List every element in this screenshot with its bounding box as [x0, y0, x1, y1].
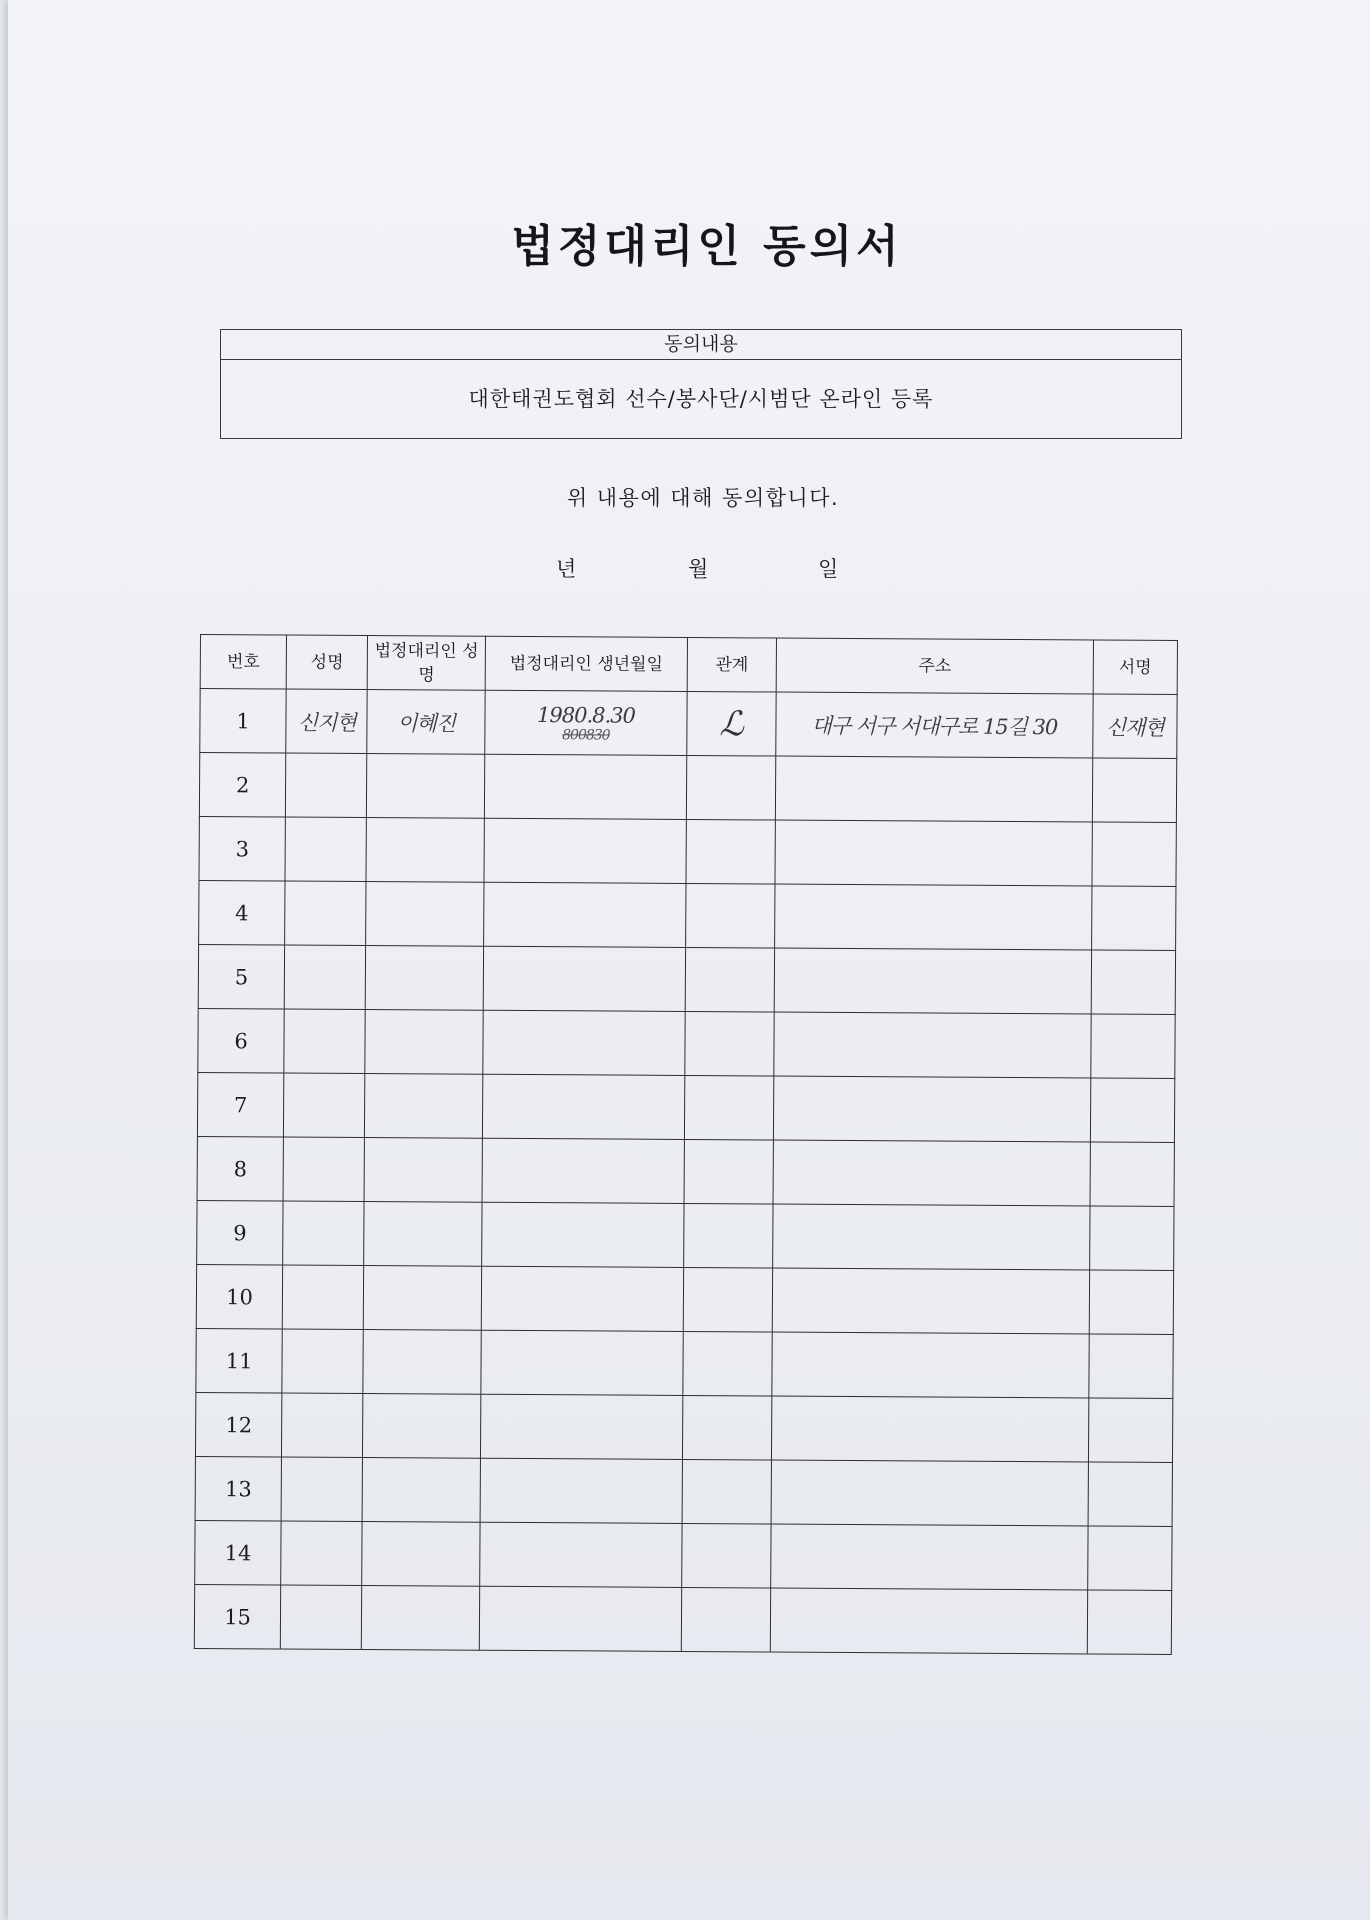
guardian-birth-cell: [482, 1074, 684, 1139]
guardian-name-cell: [366, 946, 484, 1011]
header-number: 번호: [200, 635, 287, 690]
guardian-birth-cell: [479, 1586, 681, 1651]
relation-cell: [681, 1587, 771, 1652]
guardian-name-cell: [363, 1394, 481, 1459]
row-number: 2: [199, 753, 286, 818]
table-row: [195, 1456, 1172, 1526]
table-row: [199, 880, 1176, 950]
table-row: [196, 1328, 1173, 1398]
guardian-name-cell: [366, 882, 484, 947]
name-cell: 신지현: [286, 689, 368, 753]
guardian-birth-cell: [482, 1202, 684, 1267]
date-month-label: 월: [688, 557, 709, 581]
relation-cell: [682, 1523, 772, 1588]
guardian-birth-text: 1980.8.30: [537, 702, 636, 728]
guardian-name-cell: 이혜진: [367, 690, 485, 755]
name-cell: [283, 1201, 365, 1265]
guardian-name-cell: [366, 818, 484, 883]
relation-cell: [685, 947, 775, 1012]
guardian-name-cell: [364, 1138, 482, 1203]
address-cell: [771, 1460, 1088, 1526]
guardian-name-cell: [367, 754, 485, 819]
row-number: 14: [195, 1520, 282, 1585]
table-row: [194, 1584, 1171, 1654]
relation-handwritten-mark: ℒ: [719, 703, 744, 744]
address-cell: 대구 서구 서대구로 15길 30: [776, 692, 1093, 758]
signature-cell: [1088, 1462, 1173, 1527]
relation-cell: [682, 1459, 772, 1524]
name-cell: [284, 1009, 366, 1073]
name-cell: [282, 1265, 364, 1329]
signature-cell: [1090, 1142, 1175, 1207]
header-relation: 관계: [687, 637, 777, 692]
signature-cell: [1088, 1398, 1173, 1463]
row-number: 3: [199, 816, 286, 881]
signature-cell: [1089, 1270, 1174, 1335]
signature-cell: [1092, 822, 1177, 887]
date-year-label: 년: [556, 557, 577, 581]
relation-cell: [683, 1331, 773, 1396]
guardian-birth-cell: [481, 1394, 683, 1459]
row-number: 15: [194, 1584, 281, 1649]
name-cell: [284, 1073, 366, 1137]
signature-cell: [1089, 1206, 1174, 1271]
table-row: [198, 944, 1175, 1014]
table-row: [198, 1008, 1175, 1078]
signature-cell: [1087, 1590, 1172, 1655]
relation-cell: [685, 1011, 775, 1076]
row-number: 13: [195, 1456, 282, 1521]
paper-page: [8, 0, 1370, 1920]
name-cell: [283, 1137, 365, 1201]
struck-birth-text: 800830: [562, 726, 610, 744]
address-cell: [773, 1140, 1090, 1206]
table-header-row: [200, 635, 1177, 695]
guardian-table: [194, 634, 1178, 1655]
name-cell: [282, 1329, 364, 1393]
signature-cell: [1091, 886, 1176, 951]
name-cell: [281, 1457, 363, 1521]
guardian-birth-cell: [484, 754, 686, 819]
table-row: [197, 1200, 1174, 1270]
guardian-birth-cell: [484, 818, 686, 883]
address-cell: [775, 820, 1092, 886]
relation-cell: [683, 1267, 773, 1332]
signature-cell: [1092, 758, 1177, 823]
relation-cell: [682, 1395, 772, 1460]
date-day-label: 일: [818, 557, 839, 581]
row-number: 12: [195, 1392, 282, 1457]
signature-cell: 신재현: [1093, 694, 1178, 759]
row-number: 11: [196, 1328, 283, 1393]
guardian-birth-cell: [483, 946, 685, 1011]
name-cell: [282, 1393, 364, 1457]
guardian-name-cell: [362, 1586, 480, 1651]
consent-box: [220, 329, 1182, 439]
address-cell: [772, 1332, 1089, 1398]
table-row: [195, 1520, 1172, 1590]
signature-cell: [1089, 1334, 1174, 1399]
header-address: 주소: [776, 638, 1093, 694]
name-cell: [281, 1521, 363, 1585]
agree-statement: 위 내용에 대해 동의합니다.: [566, 486, 840, 510]
row-number: 7: [197, 1072, 284, 1137]
table-row: [199, 753, 1176, 823]
signature-cell: [1091, 1014, 1176, 1079]
table-row: [200, 689, 1177, 759]
document-title: 법정대리인 동의서: [511, 221, 903, 272]
signature-cell: [1090, 1078, 1175, 1143]
address-cell: [775, 884, 1092, 950]
header-guardian-birth: 법정대리인 생년월일: [485, 636, 687, 691]
row-number: 5: [198, 944, 285, 1009]
relation-cell: [686, 755, 776, 820]
row-number: 1: [200, 689, 287, 754]
table-row: [197, 1072, 1174, 1142]
relation-cell: [684, 1139, 774, 1204]
signature-cell: [1087, 1526, 1172, 1591]
table-row: [197, 1136, 1174, 1206]
guardian-name-cell: [362, 1522, 480, 1587]
address-cell: [771, 1524, 1088, 1590]
address-cell: [774, 1012, 1091, 1078]
guardian-birth-cell: [485, 690, 687, 755]
address-cell: [771, 1588, 1088, 1654]
table-row: [195, 1392, 1172, 1462]
guardian-birth-cell: [483, 1010, 685, 1075]
relation-cell: [686, 819, 776, 884]
name-cell: [285, 817, 367, 881]
relation-cell: [687, 691, 777, 756]
address-cell: [772, 1396, 1089, 1462]
header-guardian-name: 법정대리인 성명: [368, 636, 486, 691]
guardian-name-cell: [364, 1202, 482, 1267]
guardian-birth-cell: [482, 1138, 684, 1203]
table-row: [199, 816, 1176, 886]
relation-cell: [686, 883, 776, 948]
row-number: 6: [198, 1008, 285, 1073]
address-cell: [776, 756, 1093, 822]
guardian-name-cell: [363, 1330, 481, 1395]
signature-cell: [1091, 950, 1176, 1015]
consent-header: 동의내용: [221, 330, 1181, 360]
guardian-birth-cell: [484, 882, 686, 947]
guardian-birth-cell: [481, 1330, 683, 1395]
header-signature: 서명: [1093, 640, 1178, 695]
name-cell: [286, 753, 368, 817]
name-cell: [281, 1585, 363, 1649]
guardian-birth-cell: [481, 1266, 683, 1331]
address-cell: [772, 1268, 1089, 1334]
relation-cell: [684, 1075, 774, 1140]
name-cell: [285, 881, 367, 945]
row-number: 10: [196, 1264, 283, 1329]
row-number: 4: [199, 880, 286, 945]
guardian-name-cell: [365, 1074, 483, 1139]
row-number: 9: [197, 1200, 284, 1265]
guardian-name-cell: [365, 1010, 483, 1075]
relation-cell: [684, 1203, 774, 1268]
guardian-birth-cell: [480, 1458, 682, 1523]
table-row: [196, 1264, 1173, 1334]
header-name: 성명: [286, 635, 367, 689]
guardian-name-cell: [364, 1266, 482, 1331]
guardian-birth-cell: [480, 1522, 682, 1587]
guardian-name-cell: [362, 1458, 480, 1523]
address-cell: [774, 948, 1091, 1014]
address-cell: [773, 1204, 1090, 1270]
row-number: 8: [197, 1136, 284, 1201]
name-cell: [284, 945, 366, 1009]
consent-text: 대한태권도협회 선수/봉사단/시범단 온라인 등록: [468, 387, 934, 411]
address-cell: [774, 1076, 1091, 1142]
